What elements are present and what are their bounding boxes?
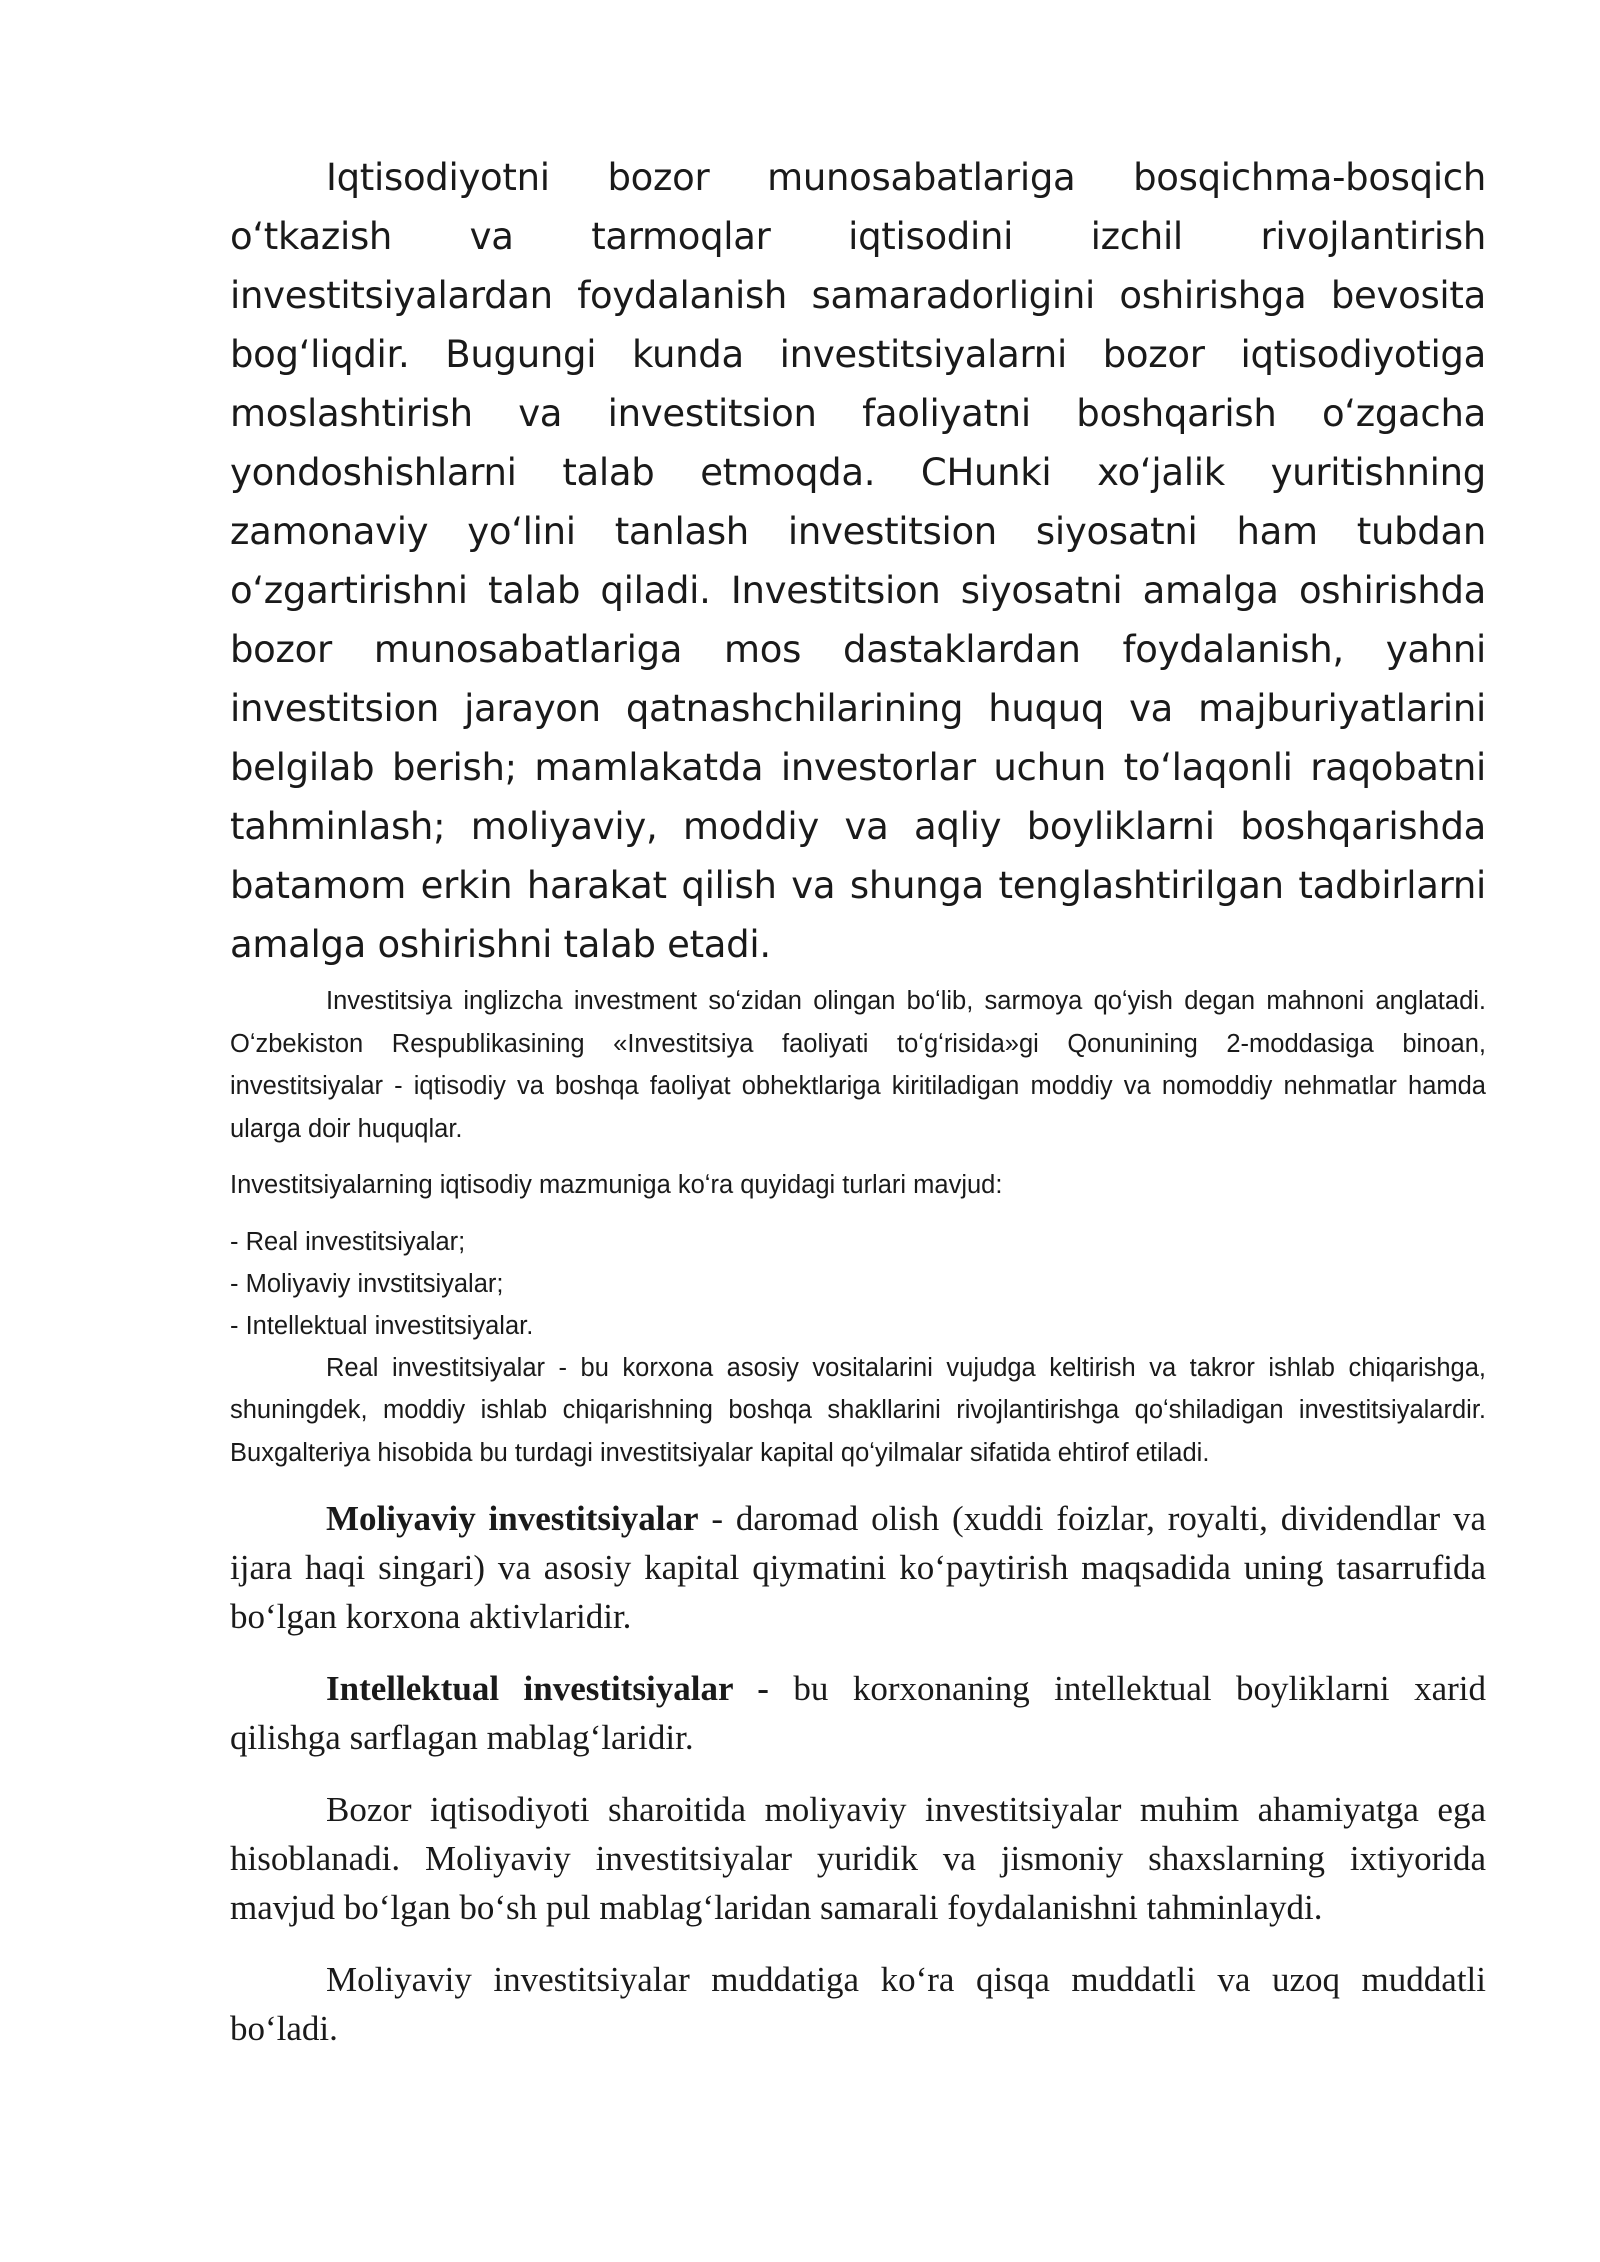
intellectual-investments-paragraph xyxy=(230,1664,1486,1762)
list-item-intellectual: - Intellektual investitsiyalar. xyxy=(230,1311,534,1340)
types-list xyxy=(230,1221,1486,1347)
document-page xyxy=(230,148,1486,2053)
intellectual-term: Intellektual investitsiyalar - xyxy=(326,1669,769,1708)
market-economy-paragraph: Bozor iqtisodiyoti sharoitida moliyaviy investitsiyalar muhim ahamiyatga ega hisoblanadi. Moliyaviy investitsiyalar yuridik va jismoniy shaxslarning ixtiyorida mavjud boʻlgan boʻsh pul mablagʻlaridan samarali foydalanishni tahminlaydi. xyxy=(230,1790,1486,1927)
intellectual-definition: bu korxonaning intellektual boyliklarni xarid qilishga sarflagan mablagʻlaridir. xyxy=(230,1669,1486,1757)
types-intro: Investitsiyalarning iqtisodiy mazmuniga koʻra quyidagi turlari mavjud: xyxy=(230,1171,1003,1199)
intro-paragraph: Iqtisodiyotni bozor munosabatlariga bosqichma-bosqich oʻtkazish va tarmoqlar iqtisodini izchil rivojlantirish investitsiyalardan foydalanish samaradorligini oshirishga bevosita bogʻliqdir. Bugungi kunda investitsiyalarni bozor iqtisodiyotiga moslashtirish va investitsion faoliyatni boshqarish oʻzgacha yondoshishlarni talab etmoqda. CHunki xoʻjalik yuritishning zamonaviy yoʻlini tanlash investitsion siyosatni ham tubdan oʻzgartirishni talab qiladi. Investitsion siyosatni amalga oshirishda bozor munosabatlariga mos dastaklardan foydalanish, yahni investitsion jarayon qatnashchilarining huquq va majburiyatlarini belgilab berish; mamlakatda investorlar uchun toʻlaqonli raqobatni tahminlash; moliyaviy, moddiy va aqliy boyliklarni boshqarishda batamom erkin harakat qilish va shunga tenglashtirilgan tadbirlarni amalga oshirishni talab etadi. xyxy=(230,156,1486,966)
financial-term: Moliyaviy investitsiyalar xyxy=(326,1499,699,1538)
list-item-financial: - Moliyaviy invstitsiyalar; xyxy=(230,1269,504,1298)
list-item-real: - Real investitsiyalar; xyxy=(230,1227,466,1256)
definition-paragraph: Investitsiya inglizcha investment soʻzidan olingan boʻlib, sarmoya qoʻyish degan mahnoni anglatadi. Oʻzbekiston Respublikasining «Investitsiya faoliyati toʻgʻrisida»gi Qonunining 2-moddasiga binoan, investitsiyalar - iqtisodiy va boshqa faoliyat obhektlariga kiritiladigan moddiy va nomoddiy nehmatlar hamda ularga doir huquqlar. xyxy=(230,987,1486,1143)
financial-definition: - daromad olish (xuddi foizlar, royalti, dividendlar va ijara haqi singari) va asosiy kapital qiymatini koʻpaytirish maqsadida uning tasarrufida boʻlgan korxona aktivlaridir. xyxy=(230,1499,1486,1636)
financial-investments-paragraph xyxy=(230,1494,1486,1641)
real-investments-paragraph: Real investitsiyalar - bu korxona asosiy vositalarini vujudga keltirish va takror ishlab chiqarishga, shuningdek, moddiy ishlab chiqarishning boshqa shakllarini rivojlantirishga qoʻshiladigan investitsiyalardir. Buxgalteriya hisobida bu turdagi investitsiyalar kapital qoʻyilmalar sifatida ehtirof etiladi. xyxy=(230,1353,1486,1467)
investment-term-paragraph: Moliyaviy investitsiyalar muddatiga koʻra qisqa muddatli va uzoq muddatli boʻladi. xyxy=(230,1960,1486,2048)
